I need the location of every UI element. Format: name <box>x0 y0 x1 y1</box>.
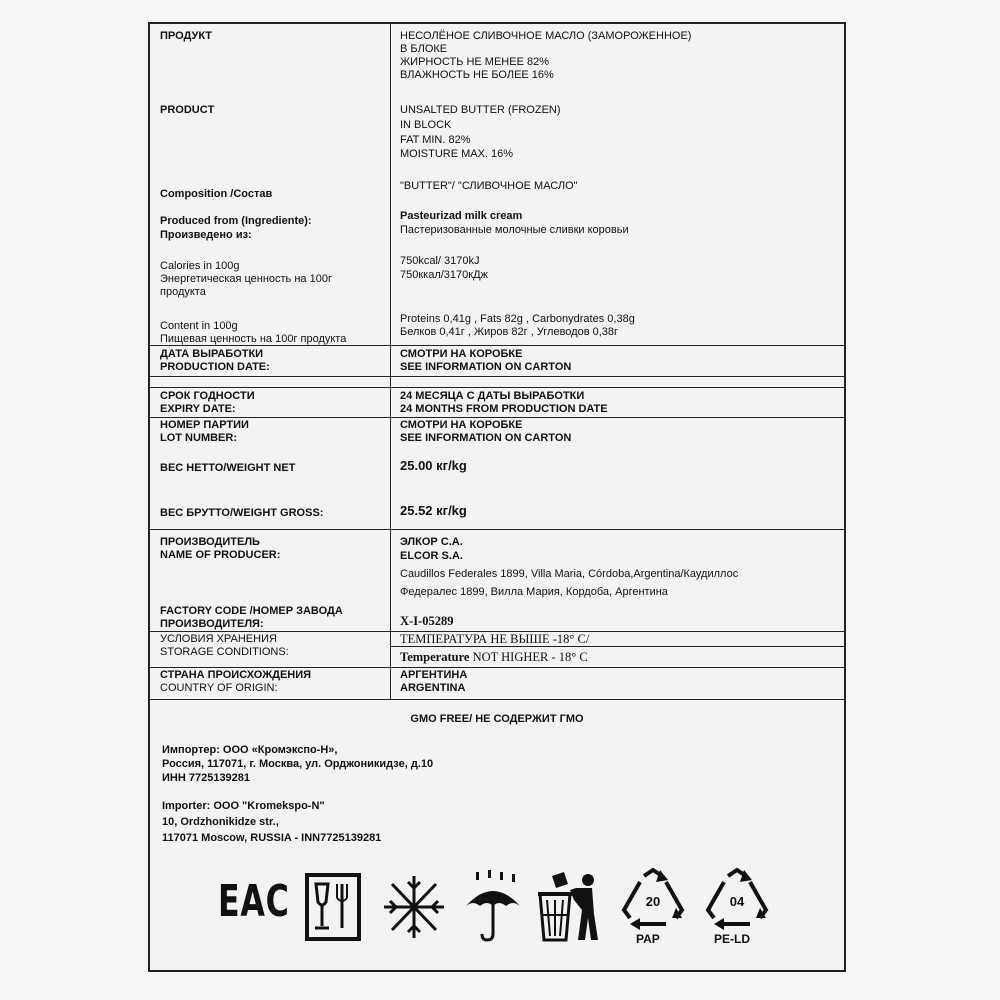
product-value-en-2: IN BLOCK <box>400 119 452 131</box>
expiry-value-en: 24 MONTHS FROM PRODUCTION DATE <box>400 403 608 415</box>
importer-ru-1: Импортер: ООО «Кромэкспо-Н», <box>162 744 338 756</box>
symbols-row <box>212 862 792 952</box>
divider <box>150 667 844 668</box>
composition-label: Composition /Состав <box>160 188 273 200</box>
divider <box>150 529 844 530</box>
product-value-ru-2: В БЛОКЕ <box>400 43 448 55</box>
producer-value-3: Caudillos Federales 1899, Villa Maria, Córdoba,Argentina/Каудиллос <box>400 568 739 580</box>
origin-label-en: COUNTRY OF ORIGIN: <box>160 682 278 694</box>
production-date-value-en: SEE INFORMATION ON CARTON <box>400 361 572 373</box>
divider <box>150 387 844 388</box>
product-value-en-3: FAT MIN. 82% <box>400 134 471 146</box>
eac-mark-icon: EAC <box>218 876 290 927</box>
product-label-ru: ПРОДУКТ <box>160 30 213 42</box>
product-label-en: PRODUCT <box>160 104 215 116</box>
factory-label-1: FACTORY CODE /НОМЕР ЗАВОДА <box>160 605 343 617</box>
production-date-value-ru: СМОТРИ НА КОРОБКЕ <box>400 348 523 360</box>
content-label-en: Content in 100g <box>160 320 238 332</box>
dispose-in-bin-icon <box>534 870 606 944</box>
ingredients-label-en: Produced from (Ingrediente): <box>160 215 312 227</box>
divider <box>150 699 844 700</box>
producer-value-1: ЭЛКОР С.А. <box>400 536 463 548</box>
calories-value-ru: 750ккал/3170кДж <box>400 269 488 281</box>
importer-ru-2: Россия, 117071, г. Москва, ул. Орджоникидзе, д.10 <box>162 758 434 770</box>
expiry-label-ru: СРОК ГОДНОСТИ <box>160 390 255 402</box>
storage-label-en: STORAGE CONDITIONS: <box>160 646 289 658</box>
recycle-pe-ld-icon <box>700 866 774 932</box>
importer-en-3: 117071 Moscow, RUSSIA - INN7725139281 <box>162 832 382 844</box>
divider <box>150 376 844 377</box>
content-value-ru: Белков 0,41г , Жиров 82г , Углеводов 0,38г <box>400 326 619 338</box>
divider <box>150 417 844 418</box>
calories-label-2: Энергетическая ценность на 100г <box>160 273 332 285</box>
production-date-label-ru: ДАТА ВЫРАБОТКИ <box>160 348 264 360</box>
product-label <box>148 22 846 972</box>
factory-code: X-I-05289 <box>400 614 454 628</box>
recycle-pap-icon <box>616 866 690 932</box>
calories-label-3: продукта <box>160 286 206 298</box>
divider <box>150 345 844 346</box>
calories-value-en: 750kcal/ 3170kJ <box>400 255 480 267</box>
storage-value-en-bold: Temperature <box>400 650 470 664</box>
product-value-ru-1: НЕСОЛЁНОЕ СЛИВОЧНОЕ МАСЛО (ЗАМОРОЖЕННОЕ) <box>400 30 692 42</box>
column-divider <box>390 24 391 699</box>
origin-value-en: ARGENTINA <box>400 682 466 694</box>
gmo-statement: GMO FREE/ НЕ СОДЕРЖИТ ГМО <box>410 713 584 725</box>
importer-en-1: Importer: OOO "Kromekspo-N" <box>162 800 325 812</box>
factory-label-2: ПРОИЗВОДИТЕЛЯ: <box>160 618 264 630</box>
content-label-ru: Пищевая ценность на 100г продукта <box>160 333 347 345</box>
storage-value-ru: ТЕМПЕРАТУРА НЕ ВЫШЕ -18° С/ <box>400 632 590 646</box>
production-date-label-en: PRODUCTION DATE: <box>160 361 270 373</box>
weight-gross-value: 25.52 кг/kg <box>400 503 467 518</box>
producer-label-ru: ПРОИЗВОДИТЕЛЬ <box>160 536 260 548</box>
recycle-pe-ld-label: PE-LD <box>714 932 750 946</box>
lot-value-en: SEE INFORMATION ON CARTON <box>400 432 572 444</box>
calories-label-1: Calories in 100g <box>160 260 240 272</box>
recycle-pap-code: 20 <box>645 894 661 909</box>
product-value-en-1: UNSALTED BUTTER (FROZEN) <box>400 104 561 116</box>
ingredients-value-ru: Пастеризованные молочные сливки коровьи <box>400 224 629 236</box>
keep-frozen-icon <box>380 872 448 942</box>
content-value-en: Proteins 0,41g , Fats 82g , Carbonydrates 0,38g <box>400 313 635 325</box>
divider <box>390 646 844 647</box>
ingredients-value-en: Pasteurizad milk cream <box>400 210 523 222</box>
lot-label-ru: НОМЕР ПАРТИИ <box>160 419 249 431</box>
composition-value: "BUTTER"/ "СЛИВОЧНОЕ МАСЛО" <box>400 180 578 192</box>
importer-ru-3: ИНН 7725139281 <box>162 772 251 784</box>
product-value-ru-4: ВЛАЖНОСТЬ НЕ БОЛЕЕ 16% <box>400 69 554 81</box>
product-value-ru-3: ЖИРНОСТЬ НЕ МЕНЕЕ 82% <box>400 56 549 68</box>
origin-label-ru: СТРАНА ПРОИСХОЖДЕНИЯ <box>160 669 312 681</box>
lot-value-ru: СМОТРИ НА КОРОБКЕ <box>400 419 523 431</box>
importer-en-2: 10, Ordzhonikidze str., <box>162 816 279 828</box>
producer-value-2: ELCOR S.A. <box>400 550 463 562</box>
product-value-en-4: MOISTURE MAX. 16% <box>400 148 514 160</box>
weight-net-label: ВЕС НЕТТО/WEIGHT NET <box>160 462 296 474</box>
lot-label-en: LOT NUMBER: <box>160 432 237 444</box>
storage-label-ru: УСЛОВИЯ ХРАНЕНИЯ <box>160 633 277 645</box>
food-contact-icon <box>304 872 362 942</box>
expiry-value-ru: 24 МЕСЯЦА С ДАТЫ ВЫРАБОТКИ <box>400 390 585 402</box>
storage-value-en <box>400 651 588 664</box>
weight-gross-label: ВЕС БРУТТО/WEIGHT GROSS: <box>160 507 324 519</box>
storage-value-en-rest: NOT HIGHER - 18° C <box>469 650 588 664</box>
expiry-label-en: EXPIRY DATE: <box>160 403 236 415</box>
keep-dry-icon <box>462 870 524 944</box>
producer-value-4: Федералес 1899, Вилла Мария, Кордоба, Аргентина <box>400 586 668 598</box>
producer-label-en: NAME OF PRODUCER: <box>160 549 281 561</box>
recycle-pap-label: PAP <box>636 932 660 946</box>
ingredients-label-ru: Произведено из: <box>160 229 252 241</box>
recycle-pe-ld-code: 04 <box>729 894 745 909</box>
origin-value-ru: АРГЕНТИНА <box>400 669 468 681</box>
weight-net-value: 25.00 кг/kg <box>400 458 467 473</box>
